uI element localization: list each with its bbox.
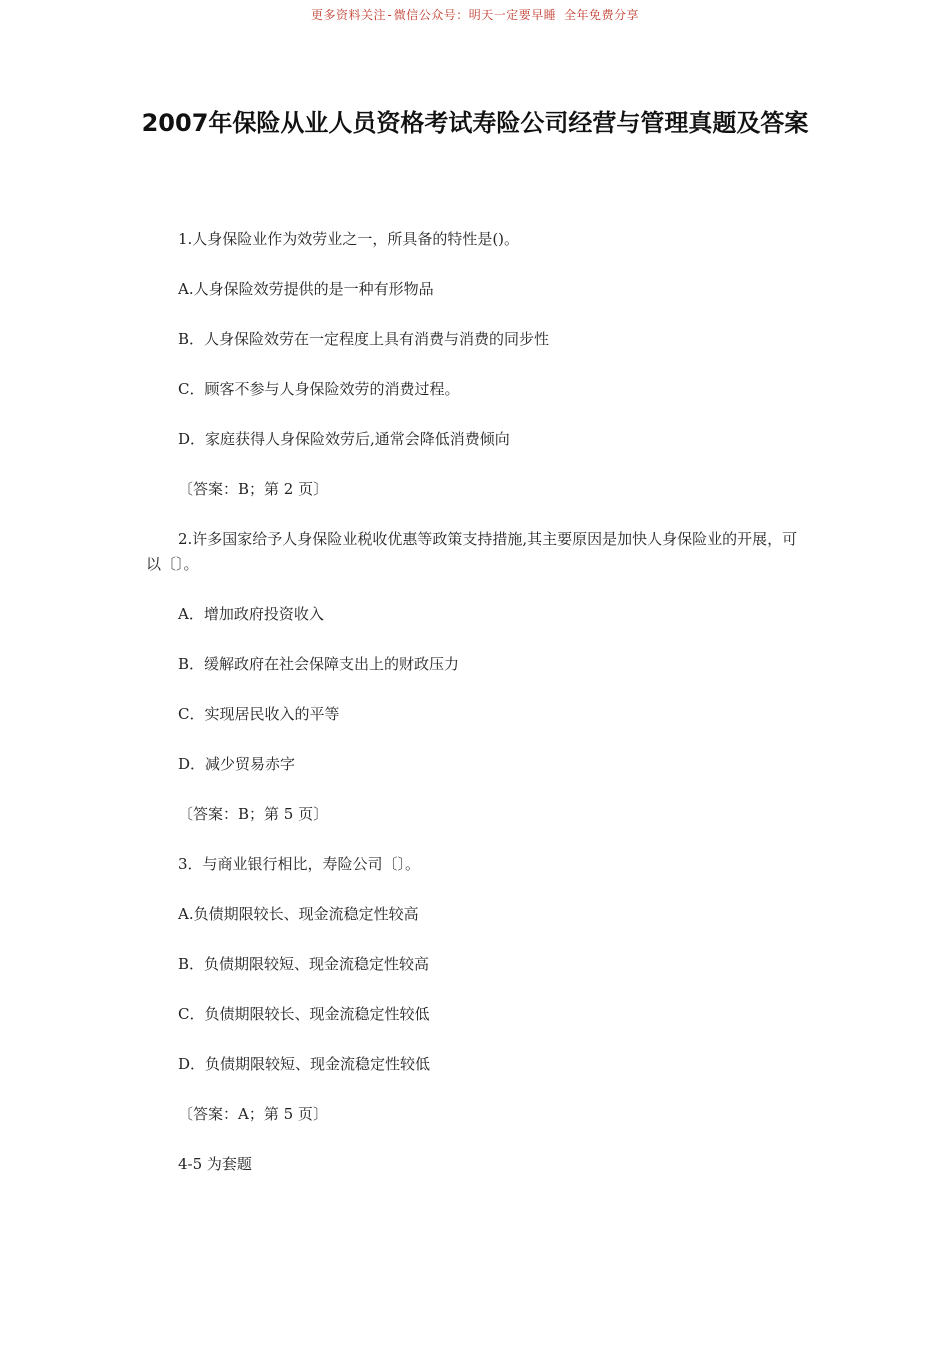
question-3-option-b: B．负债期限较短、现金流稳定性较高 (178, 955, 430, 973)
question-3-stem: 3．与商业银行相比，寿险公司〔〕。 (178, 855, 421, 873)
question-2-stem: 2.许多国家给予人身保险业税收优惠等政策支持措施,其主要原因是加快人身保险业的开展，可以〔〕。 (146, 530, 798, 573)
question-1-option-b: B．人身保险效劳在一定程度上具有消费与消费的同步性 (178, 330, 550, 348)
document-title: 2007年保险从业人员资格考试寿险公司经营与管理真题及答案 (141, 109, 809, 137)
question-1-option-a: A.人身保险效劳提供的是一种有形物品 (178, 280, 434, 298)
question-3-option-d: D．负债期限较短、现金流稳定性较低 (178, 1055, 431, 1073)
question-2-option-b: B．缓解政府在社会保障支出上的财政压力 (178, 655, 460, 673)
question-1-answer: 〔答案：B；第 2 页〕 (178, 480, 329, 498)
question-1-stem: 1.人身保险业作为效劳业之一，所具备的特性是()。 (178, 230, 520, 248)
question-1-option-c: C．顾客不参与人身保险效劳的消费过程。 (178, 380, 460, 398)
question-3-answer: 〔答案：A；第 5 页〕 (178, 1105, 328, 1123)
question-2-option-a: A．增加政府投资收入 (178, 605, 324, 623)
question-3-option-c: C．负债期限较长、现金流稳定性较低 (178, 1005, 430, 1023)
question-1-option-d: D．家庭获得人身保险效劳后,通常会降低消费倾向 (178, 430, 510, 448)
question-2-option-c: C．实现居民收入的平等 (178, 705, 340, 723)
question-2-option-d: D．减少贸易赤字 (178, 755, 296, 773)
header-banner: 更多资料关注-微信公众号：明天一定要早睡 全年免费分享 (311, 8, 639, 22)
question-3-option-a: A.负债期限较长、现金流稳定性较高 (178, 905, 419, 923)
question-set-note: 4-5 为套题 (178, 1155, 252, 1173)
question-2-answer: 〔答案：B；第 5 页〕 (178, 805, 329, 823)
